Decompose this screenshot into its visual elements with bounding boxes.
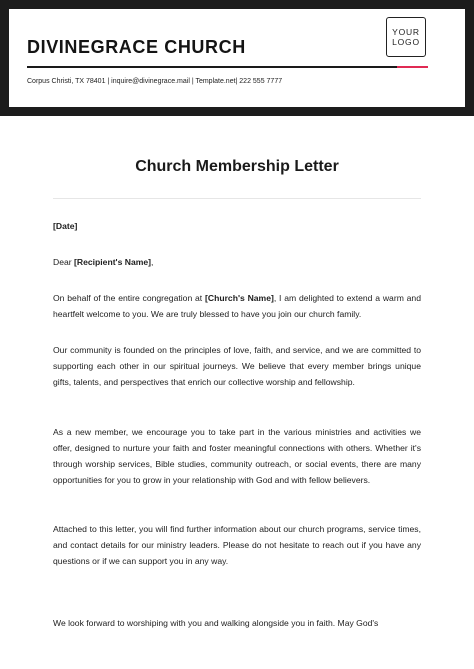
paragraph-ministries: As a new member, we encourage you to take part in the various ministries and activities we offer, designed to nurture your faith and foster meaningful connections with others. Whether it's through worship services, Bible studies, community outreach, or social events, there are many opportunities for you to grow in your relationship with God and with fellow believers. (53, 427, 421, 485)
paragraph-closing: We look forward to worshiping with you and walking alongside you in faith. May God's (53, 618, 379, 628)
logo-text-line2: LOGO (392, 37, 420, 47)
recipient-placeholder: [Recipient's Name] (74, 257, 152, 267)
title-divider (53, 198, 421, 199)
header-divider (27, 66, 428, 68)
date-line (53, 218, 421, 234)
paragraph-welcome: On behalf of the entire congregation at [Church's Name], I am delighted to extend a warm and heartfelt welcome to you. We are truly blessed to have you join our church family. (53, 293, 421, 319)
paragraph-attachments: Attached to this letter, you will find further information about our church programs, service times, and contact details for our ministry leaders. Please do not hesitate to reach out if you have any questions or if we can support you in any way. (53, 524, 421, 566)
letter-title: Church Membership Letter (135, 158, 339, 175)
logo-placeholder (386, 17, 426, 57)
church-name: DIVINEGRACE CHURCH (27, 37, 246, 57)
contact-info: Corpus Christi, TX 78401 | inquire@divinegrace.mail | Template.net| 222 555 7777 (27, 78, 283, 85)
paragraph-community: Our community is founded on the principles of love, faith, and service, and we are committed to supporting each other in our spiritual journeys. We believe that every member brings unique gifts, talents, and perspectives that enrich our collective worship and fellowship. (53, 345, 421, 387)
church-name-placeholder: [Church's Name] (205, 293, 274, 303)
logo-text-line1: YOUR (392, 27, 420, 37)
date-placeholder: [Date] (53, 221, 78, 231)
greeting: Dear [Recipient's Name], (53, 257, 154, 267)
header-divider-accent (397, 66, 428, 68)
